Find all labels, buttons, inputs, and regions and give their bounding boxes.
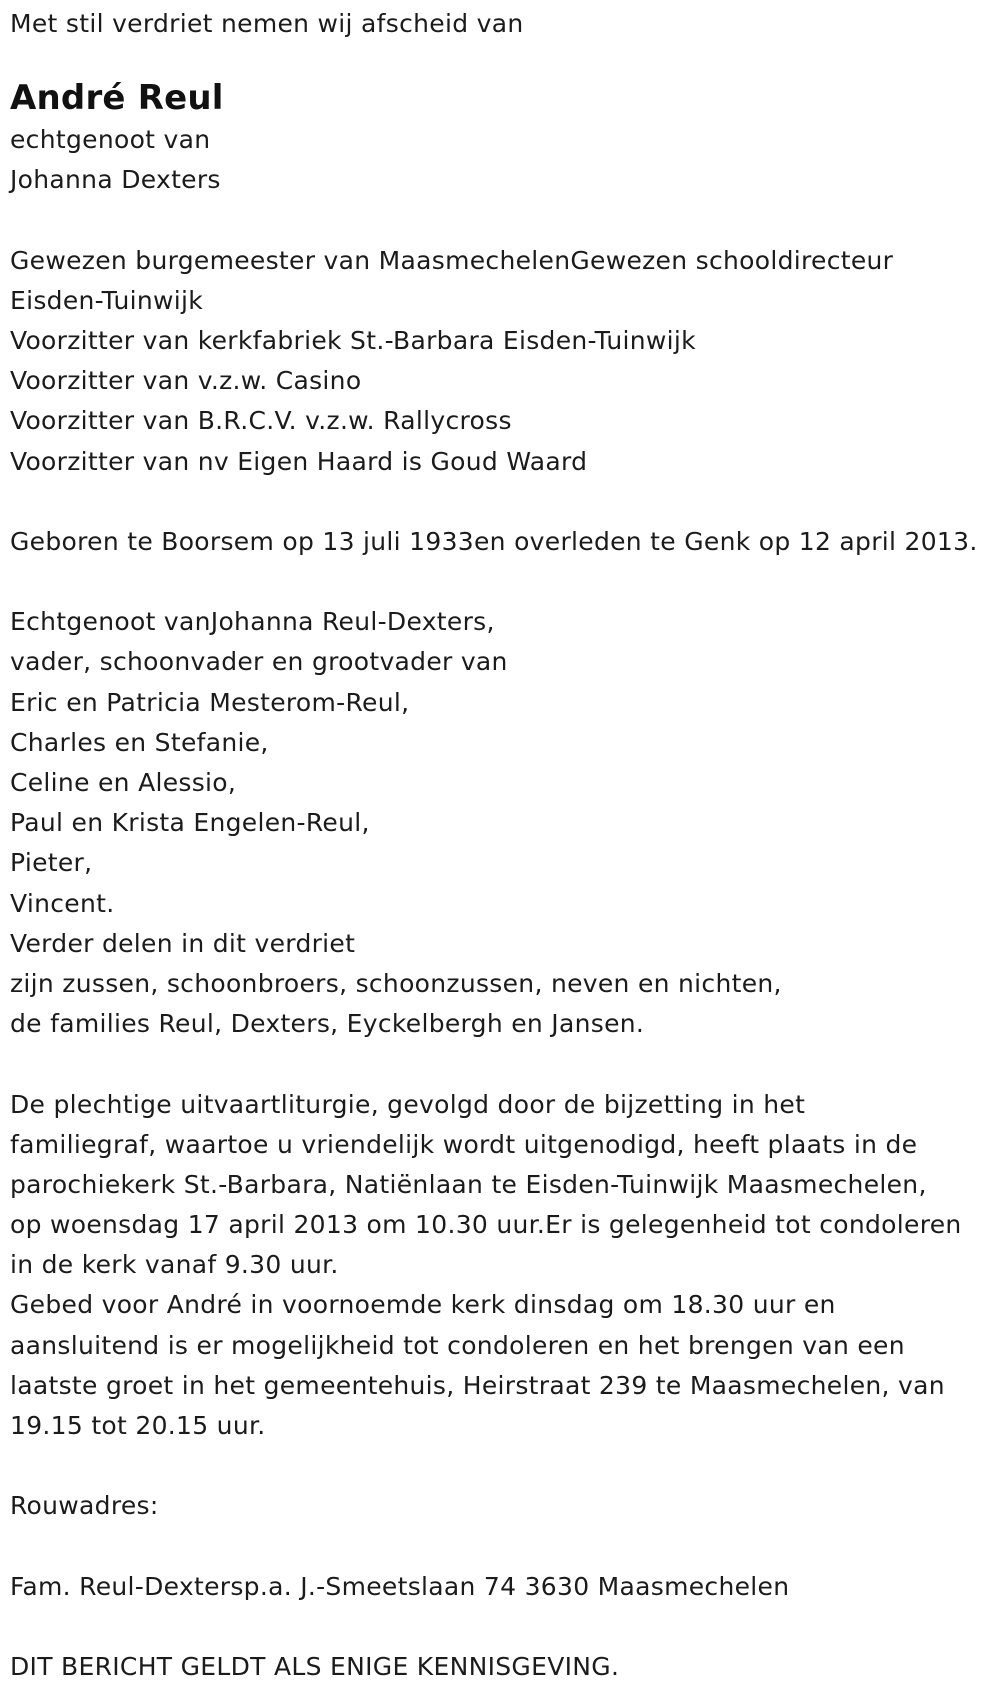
title-line: Eisden-Tuinwijk bbox=[10, 285, 204, 315]
notice-text: DIT BERICHT GELDT ALS ENIGE KENNISGEVING. bbox=[10, 1652, 620, 1682]
address-label: Rouwadres: bbox=[10, 1491, 159, 1521]
spouse-line: Johanna Dexters bbox=[10, 165, 221, 195]
spacer bbox=[10, 562, 1000, 602]
ceremony-line: in de kerk vanaf 9.30 uur. bbox=[10, 1250, 339, 1280]
title-line: Voorzitter van B.R.C.V. v.z.w. Rallycross bbox=[10, 406, 512, 436]
spouse-line: echtgenoot van bbox=[10, 125, 211, 154]
title-line: Voorzitter van kerkfabriek St.-Barbara Eisden-Tuinwijk bbox=[10, 325, 696, 355]
family-line: Verder delen in dit verdriet bbox=[10, 928, 356, 958]
family-line: Charles en Stefanie, bbox=[10, 727, 269, 757]
titles-section bbox=[10, 241, 1000, 482]
ceremony-line: Gebed voor André in voornoemde kerk dinsdag om 18.30 uur en bbox=[10, 1290, 836, 1320]
ceremony-line: familiegraf, waartoe u vriendelijk wordt uitgenodigd, heeft plaats in de bbox=[10, 1129, 918, 1159]
ceremony-line: De plechtige uitvaartliturgie, gevolgd door de bijzetting in het bbox=[10, 1089, 806, 1119]
family-line: Pieter, bbox=[10, 848, 93, 878]
family-line: zijn zussen, schoonbroers, schoonzussen, neven en nichten, bbox=[10, 968, 782, 998]
family-line: Paul en Krista Engelen-Reul, bbox=[10, 808, 370, 838]
ceremony-section bbox=[10, 1085, 1000, 1447]
family-section bbox=[10, 602, 1000, 1044]
family-line: Vincent. bbox=[10, 888, 115, 918]
family-line: Eric en Patricia Mesterom-Reul, bbox=[10, 687, 410, 717]
intro-text: Met stil verdriet nemen wij afscheid van bbox=[10, 9, 524, 38]
spacer bbox=[10, 200, 1000, 240]
ceremony-line: laatste groet in het gemeentehuis, Heirstraat 239 te Maasmechelen, van bbox=[10, 1370, 945, 1400]
ceremony-line: op woensdag 17 april 2013 om 10.30 uur.Er is gelegenheid tot condoleren bbox=[10, 1210, 962, 1240]
birth-death-text: Geboren te Boorsem op 13 juli 1933en overleden te Genk op 12 april 2013. bbox=[10, 526, 978, 556]
family-line: Celine en Alessio, bbox=[10, 768, 237, 797]
spacer bbox=[10, 1607, 1000, 1647]
deceased-name: André Reul bbox=[10, 78, 224, 118]
ceremony-line: 19.15 tot 20.15 uur. bbox=[10, 1411, 266, 1440]
family-line: vader, schoonvader en grootvader van bbox=[10, 647, 508, 677]
ceremony-line: parochiekerk St.-Barbara, Natiënlaan te Eisden-Tuinwijk Maasmechelen, bbox=[10, 1169, 927, 1199]
title-line: Voorzitter van v.z.w. Casino bbox=[10, 366, 362, 396]
spacer bbox=[10, 482, 1000, 522]
family-line: Echtgenoot vanJohanna Reul-Dexters, bbox=[10, 607, 495, 637]
address-text: Fam. Reul-Dextersp.a. J.-Smeetslaan 74 3630 Maasmechelen bbox=[10, 1571, 790, 1601]
title-line: Gewezen burgemeester van MaasmechelenGewezen schooldirecteur bbox=[10, 245, 894, 275]
ceremony-line: aansluitend is er mogelijkheid tot condoleren en het brengen van een bbox=[10, 1330, 905, 1360]
spacer bbox=[10, 1527, 1000, 1567]
spacer bbox=[10, 1446, 1000, 1486]
title-line: Voorzitter van nv Eigen Haard is Goud Waard bbox=[10, 446, 588, 476]
spacer bbox=[10, 1044, 1000, 1084]
family-line: de families Reul, Dexters, Eyckelbergh en Jansen. bbox=[10, 1009, 645, 1039]
